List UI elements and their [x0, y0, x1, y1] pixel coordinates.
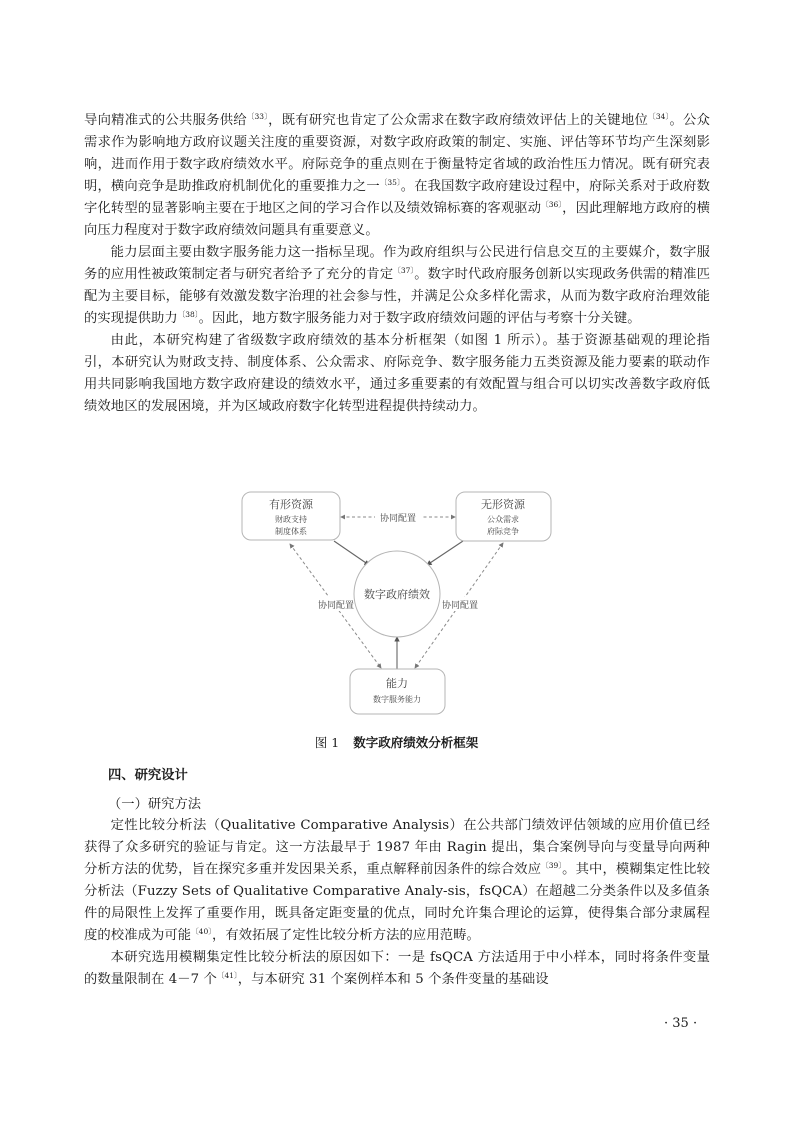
figure-number: 图 1 [314, 735, 340, 750]
citation-ref[interactable]: 〔38〕 [177, 310, 199, 319]
tangible-item: 财政支持 [275, 515, 307, 524]
citation-ref[interactable]: 〔36〕 [541, 200, 563, 209]
edge-tangible-to-performance [334, 541, 369, 565]
body-text-bottom [84, 815, 710, 991]
text-run: 。公众需求作为影响地方政府议题关注度的重要资源，对数字政府政策的制定、实施、评估等环节均产生深刻影响，进而作用于数字政府绩效水平。府际竞争的重点则在于衡量特定省域的政治性压力情况。既有研究表明，横向竞争是助推政府机制优化的重要推力之一 [84, 113, 711, 194]
intangible-item: 府际竞争 [487, 527, 519, 536]
paragraph [84, 110, 710, 242]
text-run: 。其中，模糊集定性比较分析法（Fuzzy Sets of Qualitative Comparative Analy-sis，fsQCA）在超越二分类条件以及多值条件的局限性上发挥了重要作用，既具备定距变量的优点，同时允许集合理论的运算，使得集合部分隶属程度的校准成为可能 [84, 862, 711, 943]
citation-ref[interactable]: 〔33〕 [246, 112, 269, 121]
citation-ref[interactable]: 〔37〕 [393, 266, 415, 275]
tangible-title: 有形资源 [269, 498, 313, 511]
capability-item: 数字服务能力 [373, 695, 421, 704]
subsection-heading: （一）研究方法 [108, 797, 202, 812]
paragraph [84, 330, 710, 418]
performance-label: 数字政府绩效 [364, 588, 430, 601]
citation-ref[interactable]: 〔41〕 [216, 971, 238, 980]
capability-title: 能力 [386, 677, 408, 690]
intangible-item: 公众需求 [487, 515, 519, 524]
tangible-item: 制度体系 [275, 527, 307, 536]
framework-diagram [230, 485, 565, 725]
figure-caption [0, 733, 793, 751]
text-run: 本研究选用模糊集定性比较分析法的原因如下：一是 fsQCA 方法适用于中小样本，同时将条件变量的数量限制在 4－7 个 [84, 950, 710, 987]
edge-label-left: 协同配置 [317, 601, 355, 611]
paragraph [84, 242, 710, 330]
intangible-resources-node [456, 492, 551, 541]
paragraph [84, 947, 710, 991]
paragraph [84, 815, 710, 947]
text-run: 定性比较分析法（Qualitative Comparative Analysis）在公共部门绩效评估领域的应用价值已经获得了众多研究的验证与肯定。这一方法最早于 1987 年由 Ragin 提出，集合案例导向与变量导向两种分析方法的优势，旨在探究多重并发因果关系，重点解释前因条件的综合效应 [84, 818, 710, 877]
figure-title: 数字政府绩效分析框架 [353, 735, 479, 750]
text-run: 导向精准式的公共服务供给 [84, 113, 247, 128]
text-run: 能力层面主要由数字服务能力这一指标呈现。作为政府组织与公民进行信息交互的主要媒介，数字服务的应用性被政策制定者与研究者给予了充分的肯定 [84, 245, 710, 282]
capability-node [350, 669, 445, 714]
text-run: ，有效拓展了定性比较分析方法的应用范畴。 [211, 928, 480, 943]
tangible-resources-node [242, 492, 340, 540]
edge-label-right: 协同配置 [441, 601, 479, 611]
text-run: ，因此理解地方政府的横向压力程度对于数字政府绩效问题具有重要意义。 [84, 201, 711, 238]
text-run: 。在我国数字政府建设过程中，府际关系对于政府数字化转型的显著影响主要在于地区之间的学习合作以及绩效锦标赛的客观驱动 [84, 179, 710, 216]
text-run: 由此，本研究构建了省级数字政府绩效的基本分析框架（如图 1 所示）。基于资源基础观的理论指引，本研究认为财政支持、制度体系、公众需求、府际竞争、数字服务能力五类资源及能力要素的联动作用共同影响我国地方数字政府建设的绩效水平，通过多重要素的有效配置与组合可以切实改善数字政府低绩效地区的发展困境，并为区域政府数字化转型进程提供持续动力。 [84, 333, 710, 414]
performance-node [354, 551, 440, 637]
page-number: · 35 · [664, 1016, 698, 1031]
citation-ref[interactable]: 〔40〕 [191, 927, 212, 936]
citation-ref[interactable]: 〔35〕 [379, 178, 401, 187]
section-heading: 四、研究设计 [108, 768, 188, 783]
citation-ref[interactable]: 〔34〕 [648, 112, 670, 121]
body-text-top [84, 110, 710, 418]
text-run: ，既有研究也肯定了公众需求在数字政府绩效评估上的关键地位 [268, 113, 649, 128]
edge-label-top: 协同配置 [379, 514, 417, 524]
text-run: 。因此，地方数字服务能力对于数字政府绩效问题的评估与考察十分关键。 [198, 311, 641, 326]
text-run: 。数字时代政府服务创新以实现政务供需的精准匹配为主要目标，能够有效激发数字治理的社会参与性，并满足公众多样化需求，从而为数字政府治理效能的实现提供助力 [84, 267, 711, 326]
edge-intangible-to-performance [427, 541, 463, 565]
citation-ref[interactable]: 〔39〕 [541, 861, 563, 870]
text-run: ，与本研究 31 个案例样本和 5 个条件变量的基础设 [237, 972, 549, 987]
intangible-title: 无形资源 [481, 498, 525, 511]
